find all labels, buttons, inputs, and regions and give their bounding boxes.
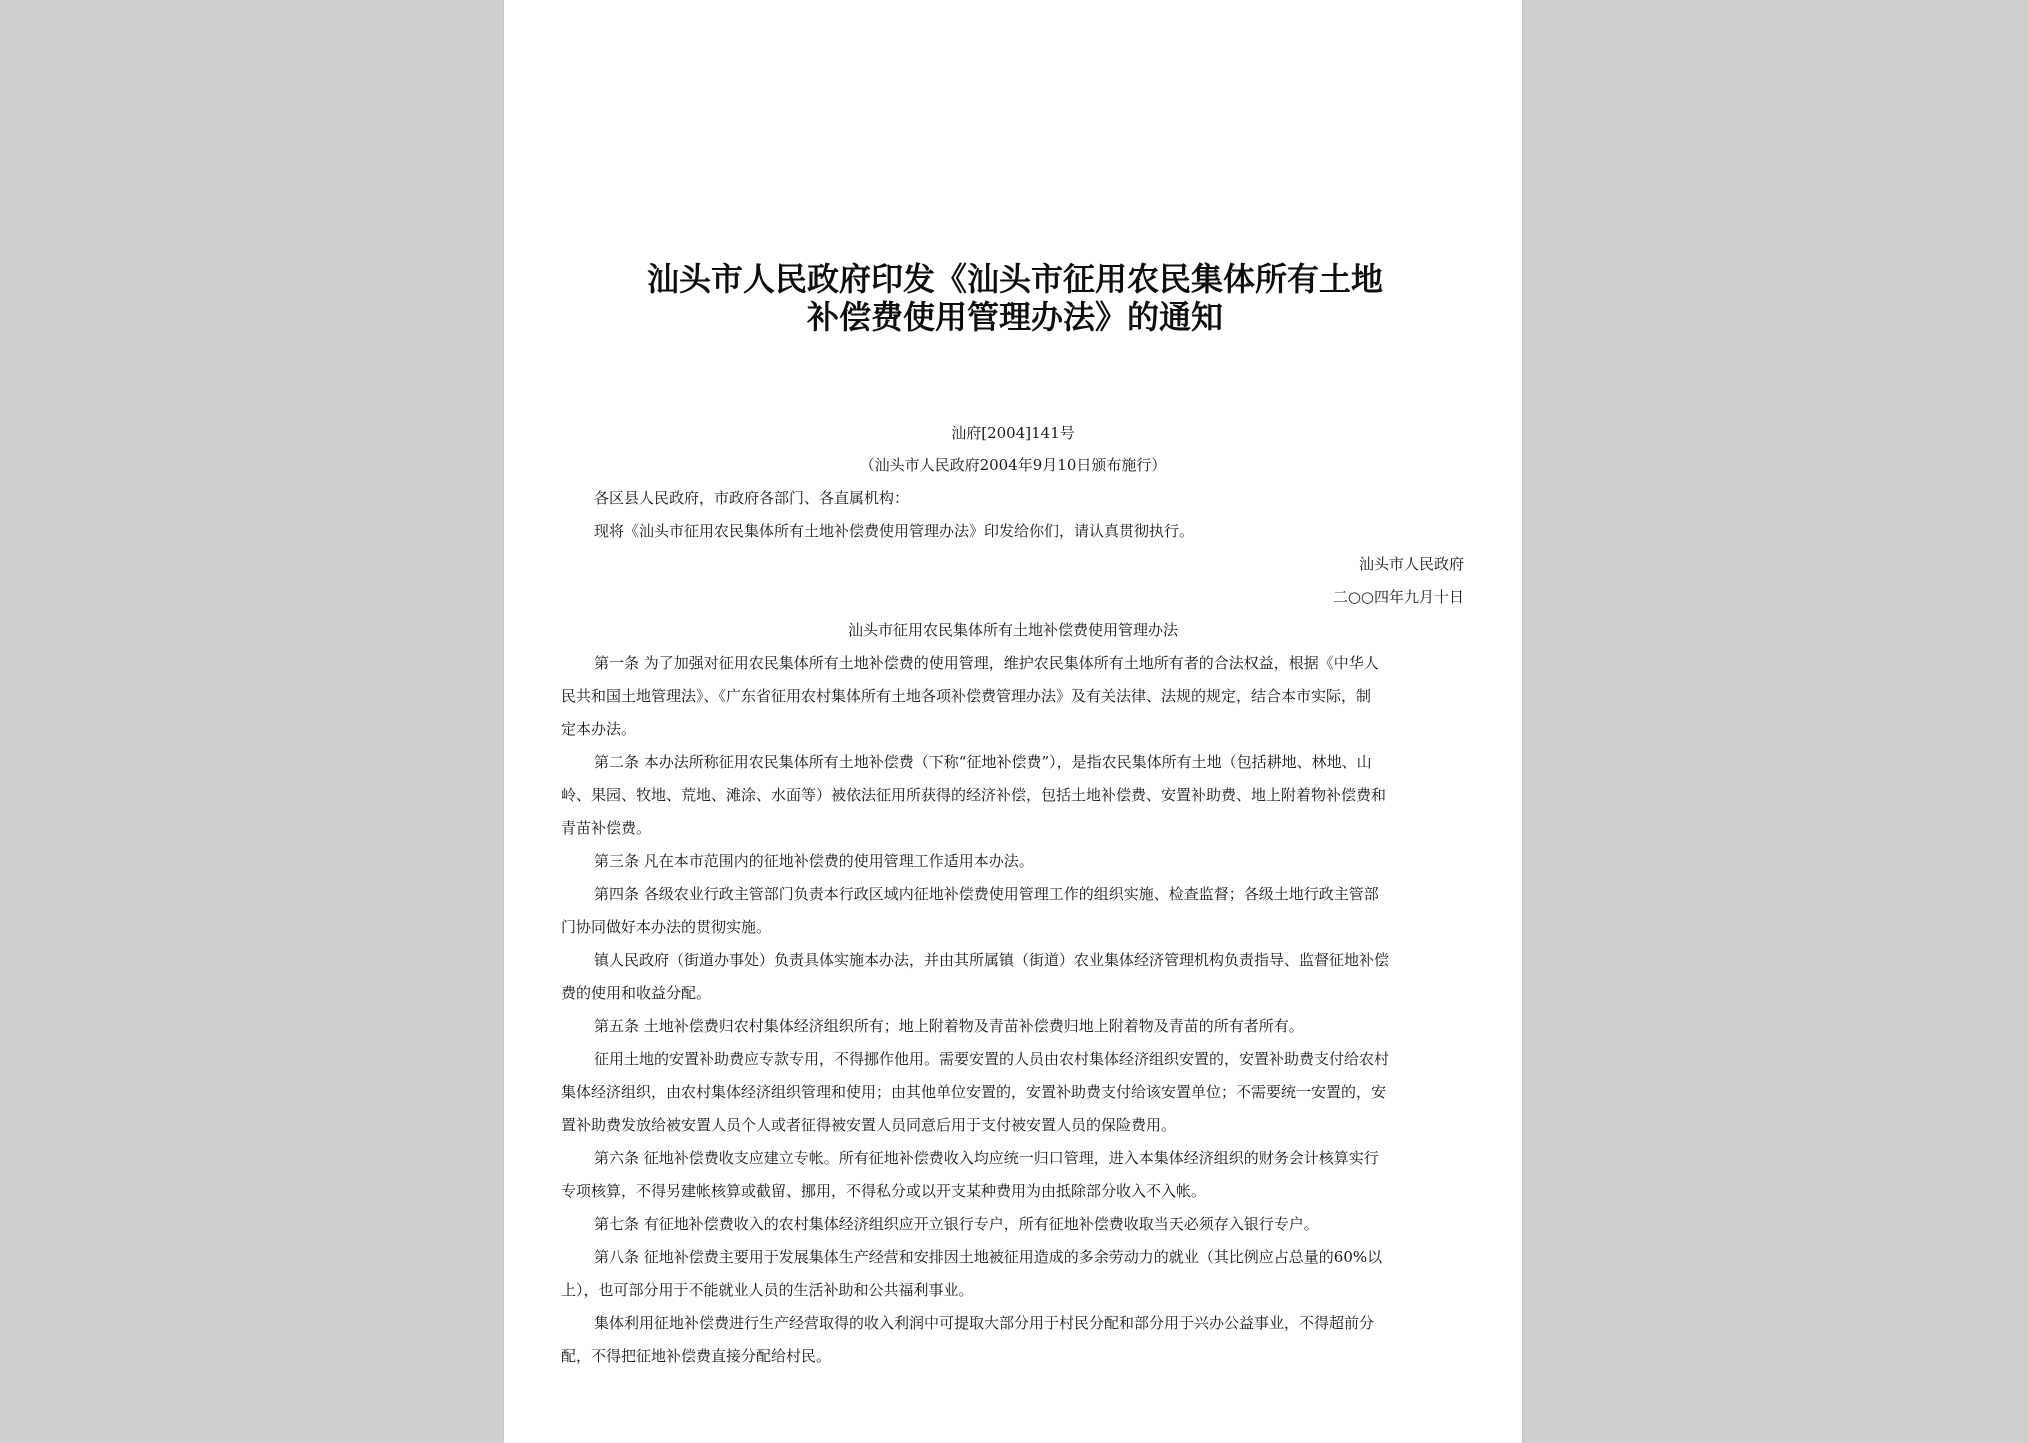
body-line: 第六条 征地补偿费收支应建立专帐。所有征地补偿费收入均应统一归口管理，进入本集体经济组织的财务会计核算实行	[594, 1149, 1379, 1167]
body-line: 民共和国土地管理法》、《广东省征用农村集体所有土地各项补偿费管理办法》及有关法律、法规的规定，结合本市实际，制	[561, 687, 1372, 705]
body-line: 费的使用和收益分配。	[561, 984, 712, 1002]
body-line: 上），也可部分用于不能就业人员的生活补助和公共福利事业。	[561, 1281, 974, 1299]
issuing-authority: 汕头市人民政府	[1358, 555, 1464, 573]
body-line: 征用土地的安置补助费应专款专用，不得挪作他用。需要安置的人员由农村集体经济组织安置的，安置补助费支付给农村	[594, 1050, 1390, 1068]
body-line: 专项核算，不得另建帐核算或截留、挪用，不得私分或以开支某种费用为由抵除部分收入不入帐。	[561, 1182, 1207, 1200]
document-number: 汕府[2004]141号	[951, 424, 1075, 442]
body-line: 岭、果园、牧地、荒地、滩涂、水面等）被依法征用所获得的经济补偿，包括土地补偿费、安置补助费、地上附着物补偿费和	[561, 786, 1387, 804]
body-line: 青苗补偿费。	[561, 819, 652, 837]
body-line: 集体经济组织，由农村集体经济组织管理和使用；由其他单位安置的，安置补助费支付给该安置单位；不需要统一安置的，安	[561, 1083, 1387, 1101]
body-line: 置补助费发放给被安置人员个人或者征得被安置人员同意后用于支付被安置人员的保险费用。	[561, 1116, 1177, 1134]
title-line-2: 补偿费使用管理办法》的通知	[806, 298, 1223, 336]
body-line: 门协同做好本办法的贯彻实施。	[561, 918, 772, 936]
page-title	[572, 260, 1458, 336]
body-line: 第五条 土地补偿费归农村集体经济组织所有；地上附着物及青苗补偿费归地上附着物及青苗的所有者所有。	[594, 1017, 1304, 1035]
notice-intro: 现将《汕头市征用农民集体所有土地补偿费使用管理办法》印发给你们，请认真贯彻执行。	[594, 522, 1195, 540]
document-page	[504, 0, 1522, 1443]
body-line: 第一条 为了加强对征用农民集体所有土地补偿费的使用管理，维护农民集体所有土地所有者的合法权益，根据《中华人	[594, 654, 1379, 672]
measure-title: 汕头市征用农民集体所有土地补偿费使用管理办法	[847, 621, 1178, 639]
body-line: 镇人民政府（街道办事处）负责具体实施本办法，并由其所属镇（街道）农业集体经济管理机构负责指导、监督征地补偿	[594, 951, 1390, 969]
body-line: 配，不得把征地补偿费直接分配给村民。	[561, 1347, 832, 1365]
title-line-1: 汕头市人民政府印发《汕头市征用农民集体所有土地	[646, 260, 1383, 298]
body-line: 第七条 有征地补偿费收入的农村集体经济组织应开立银行专户，所有征地补偿费收取当天必须存入银行专户。	[594, 1215, 1319, 1233]
promulgation-note: （汕头市人民政府2004年9月10日颁布施行）	[859, 456, 1167, 474]
notice-recipients: 各区县人民政府，市政府各部门、各直属机构：	[594, 489, 910, 507]
body-line: 定本办法。	[561, 720, 637, 738]
body-line: 第三条 凡在本市范围内的征地补偿费的使用管理工作适用本办法。	[594, 852, 1034, 870]
issue-date: 二○○四年九月十日	[1332, 588, 1464, 606]
body-line: 集体利用征地补偿费进行生产经营取得的收入利润中可提取大部分用于村民分配和部分用于兴办公益事业，不得超前分	[594, 1314, 1375, 1332]
body-line: 第二条 本办法所称征用农民集体所有土地补偿费（下称“征地补偿费”），是指农民集体所有土地（包括耕地、林地、山	[594, 753, 1372, 771]
body-line: 第四条 各级农业行政主管部门负责本行政区域内征地补偿费使用管理工作的组织实施、检查监督；各级土地行政主管部	[594, 885, 1379, 903]
body-line: 第八条 征地补偿费主要用于发展集体生产经营和安排因土地被征用造成的多余劳动力的就业（其比例应占总量的60%以	[594, 1248, 1383, 1266]
